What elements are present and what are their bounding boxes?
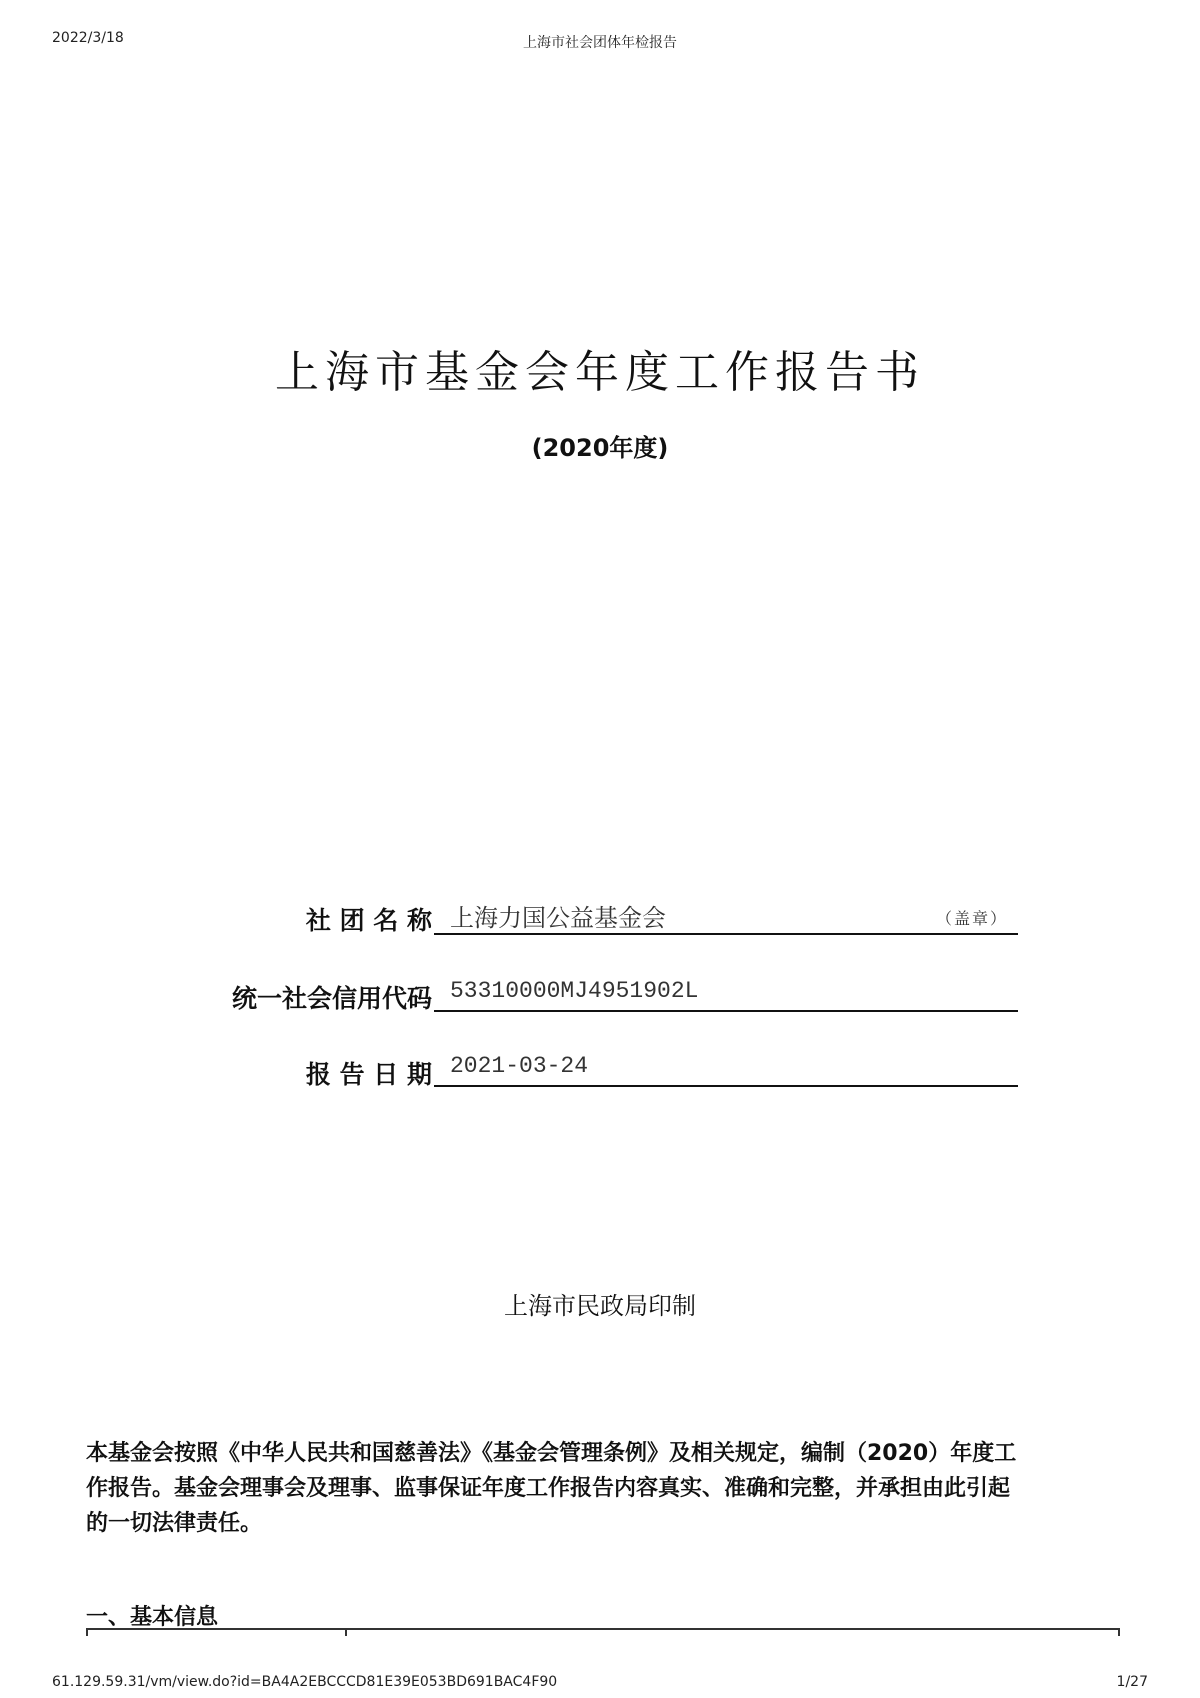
- table-top-rule: [86, 1628, 1120, 1630]
- table-tick-left: [86, 1628, 88, 1636]
- print-url: 61.129.59.31/vm/view.do?id=BA4A2EBCCCD81E39E053BD691BAC4F90: [52, 1674, 558, 1690]
- report-date-label: 报 告 日 期: [305, 1060, 432, 1089]
- responsibility-statement: 本基金会按照《中华人民共和国慈善法》《基金会管理条例》及相关规定，编制（2020）年度工作报告。基金会理事会及理事、监事保证年度工作报告内容真实、准确和完整，并承担由此引起的一切法律责任。: [86, 1441, 1017, 1536]
- credit-code-value: 53310000MJ4951902L: [450, 978, 699, 1004]
- table-tick-mid: [345, 1628, 347, 1636]
- print-page-number: 1/27: [1116, 1674, 1148, 1690]
- stamp-note: （盖章）: [936, 909, 1009, 928]
- document-subtitle: (2020年度): [531, 434, 669, 462]
- org-name-underline: [434, 931, 1018, 935]
- document-title: 上海市基金会年度工作报告书: [275, 347, 925, 398]
- print-page-title: 上海市社会团体年检报告: [523, 35, 677, 51]
- report-date-value: 2021-03-24: [450, 1053, 589, 1079]
- credit-code-label: 统一社会信用代码: [232, 984, 433, 1013]
- section-heading-basic-info: 一、基本信息: [86, 1605, 219, 1630]
- table-tick-right: [1118, 1628, 1120, 1636]
- print-date: 2022/3/18: [52, 30, 124, 46]
- org-name-value: 上海力国公益基金会: [450, 904, 666, 932]
- credit-code-underline: [434, 1008, 1018, 1012]
- report-date-underline: [434, 1083, 1018, 1087]
- org-name-label: 社 团 名 称: [305, 906, 432, 935]
- printer-note: 上海市民政局印制: [504, 1292, 696, 1320]
